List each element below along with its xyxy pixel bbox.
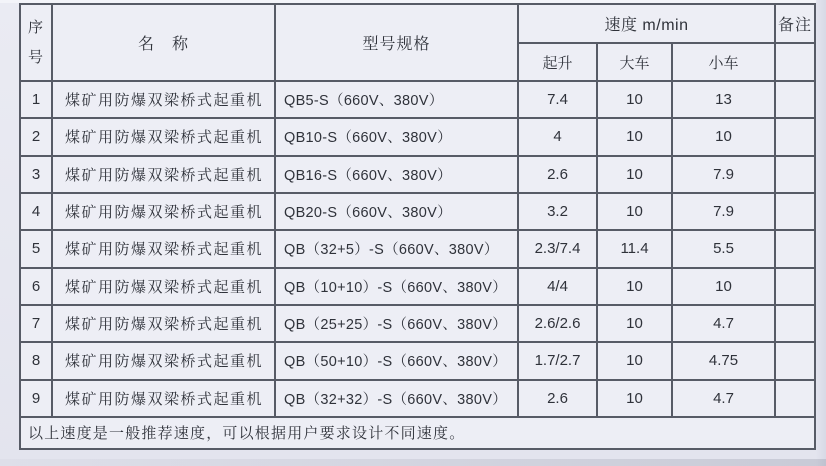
cell-trolley-speed: 4.7 — [673, 381, 774, 416]
cell-model: QB（10+10）-S（660V、380V） — [276, 269, 517, 304]
col-header-trolley-speed: 小车 — [673, 44, 774, 80]
cell-hoist-speed: 3.2 — [519, 194, 596, 229]
cell-seq: 2 — [21, 119, 51, 154]
cell-remark — [776, 119, 814, 154]
cell-name: 煤矿用防爆双梁桥式起重机 — [53, 343, 274, 378]
cell-name: 煤矿用防爆双梁桥式起重机 — [53, 231, 274, 266]
cell-hoist-speed: 7.4 — [519, 82, 596, 117]
cell-model: QB16-S（660V、380V） — [276, 157, 517, 192]
cell-trolley-speed: 5.5 — [673, 231, 774, 266]
cell-remark — [776, 306, 814, 341]
cell-gantry-speed: 10 — [598, 194, 671, 229]
cell-gantry-speed: 10 — [598, 157, 671, 192]
cell-trolley-speed: 10 — [673, 119, 774, 154]
cell-remark — [776, 194, 814, 229]
cell-hoist-speed: 1.7/2.7 — [519, 343, 596, 378]
cell-remark — [776, 82, 814, 117]
col-header-name: 名 称 — [53, 5, 274, 80]
crane-spec-table — [19, 3, 816, 450]
cell-hoist-speed: 4/4 — [519, 269, 596, 304]
cell-model: QB5-S（660V、380V） — [276, 82, 517, 117]
photo-right-edge — [816, 0, 826, 466]
col-header-seq-label: 序号 — [27, 18, 44, 66]
cell-model: QB10-S（660V、380V） — [276, 119, 517, 154]
cell-hoist-speed: 4 — [519, 119, 596, 154]
cell-seq: 4 — [21, 194, 51, 229]
photo-bottom-edge — [0, 459, 826, 466]
col-header-gantry-speed: 大车 — [598, 44, 671, 80]
cell-seq: 6 — [21, 269, 51, 304]
cell-name: 煤矿用防爆双梁桥式起重机 — [53, 306, 274, 341]
remark-subheader-empty — [776, 44, 814, 80]
cell-model: QB（50+10）-S（660V、380V） — [276, 343, 517, 378]
cell-name: 煤矿用防爆双梁桥式起重机 — [53, 269, 274, 304]
cell-name: 煤矿用防爆双梁桥式起重机 — [53, 119, 274, 154]
cell-model: QB（32+5）-S（660V、380V） — [276, 231, 517, 266]
cell-hoist-speed: 2.6 — [519, 381, 596, 416]
cell-hoist-speed: 2.6/2.6 — [519, 306, 596, 341]
col-header-speed-group: 速度 m/min — [519, 5, 774, 42]
cell-seq: 8 — [21, 343, 51, 378]
cell-trolley-speed: 7.9 — [673, 194, 774, 229]
cell-seq: 5 — [21, 231, 51, 266]
cell-model: QB（25+25）-S（660V、380V） — [276, 306, 517, 341]
col-header-hoist-speed: 起升 — [519, 44, 596, 80]
cell-trolley-speed: 4.75 — [673, 343, 774, 378]
cell-gantry-speed: 10 — [598, 82, 671, 117]
cell-remark — [776, 269, 814, 304]
cell-hoist-speed: 2.3/7.4 — [519, 231, 596, 266]
table-footnote: 以上速度是一般推荐速度，可以根据用户要求设计不同速度。 — [21, 418, 814, 448]
cell-seq: 3 — [21, 157, 51, 192]
cell-trolley-speed: 10 — [673, 269, 774, 304]
cell-name: 煤矿用防爆双梁桥式起重机 — [53, 194, 274, 229]
cell-model: QB（32+32）-S（660V、380V） — [276, 381, 517, 416]
cell-gantry-speed: 10 — [598, 343, 671, 378]
cell-remark — [776, 381, 814, 416]
col-header-seq — [21, 5, 51, 80]
col-header-remark: 备注 — [776, 5, 814, 42]
cell-remark — [776, 157, 814, 192]
col-header-model: 型号规格 — [276, 5, 517, 80]
cell-seq: 1 — [21, 82, 51, 117]
cell-gantry-speed: 10 — [598, 381, 671, 416]
cell-model: QB20-S（660V、380V） — [276, 194, 517, 229]
cell-remark — [776, 343, 814, 378]
cell-name: 煤矿用防爆双梁桥式起重机 — [53, 82, 274, 117]
cell-hoist-speed: 2.6 — [519, 157, 596, 192]
cell-trolley-speed: 7.9 — [673, 157, 774, 192]
cell-name: 煤矿用防爆双梁桥式起重机 — [53, 157, 274, 192]
cell-gantry-speed: 10 — [598, 119, 671, 154]
cell-trolley-speed: 4.7 — [673, 306, 774, 341]
cell-gantry-speed: 11.4 — [598, 231, 671, 266]
cell-seq: 7 — [21, 306, 51, 341]
cell-seq: 9 — [21, 381, 51, 416]
cell-name: 煤矿用防爆双梁桥式起重机 — [53, 381, 274, 416]
cell-gantry-speed: 10 — [598, 269, 671, 304]
cell-remark — [776, 231, 814, 266]
cell-trolley-speed: 13 — [673, 82, 774, 117]
cell-gantry-speed: 10 — [598, 306, 671, 341]
